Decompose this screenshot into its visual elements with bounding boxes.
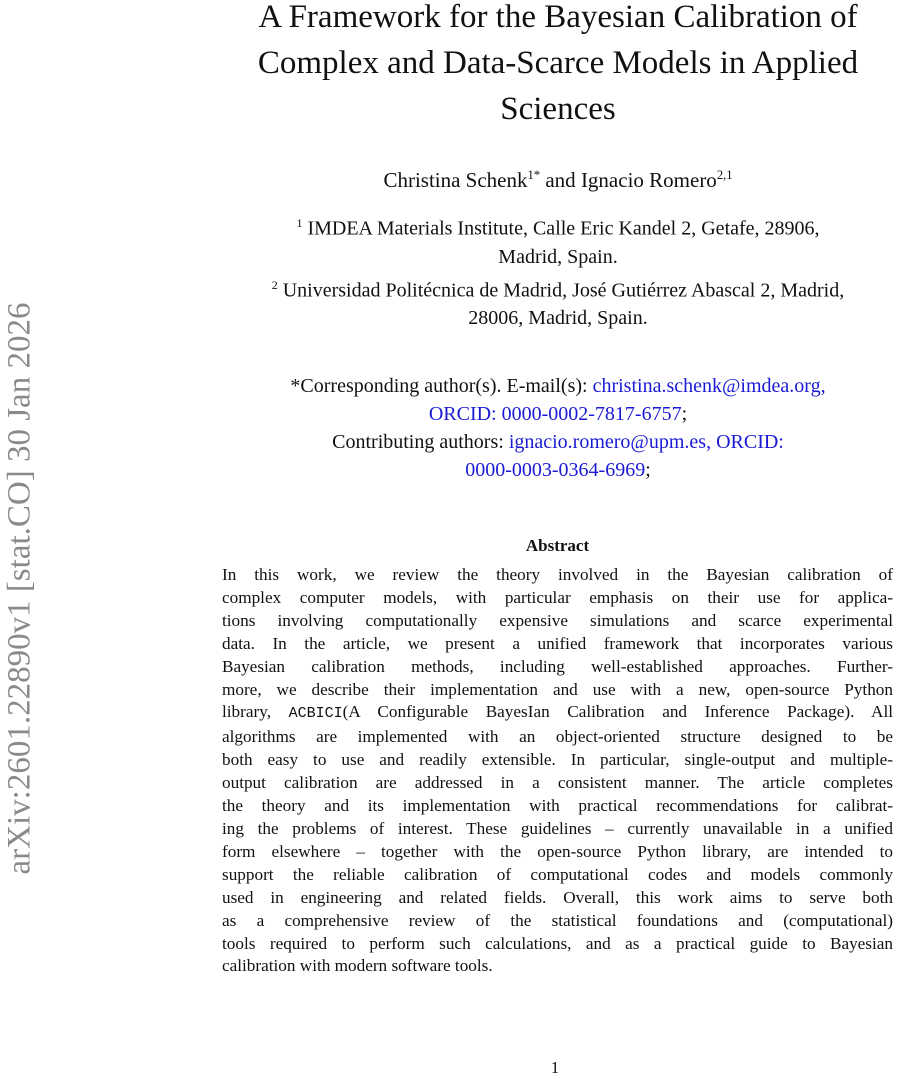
contributing-email-link[interactable]: ignacio.romero@upm.es, ORCID: — [508, 431, 784, 453]
abstract-line: ing the problems of interest. These guidelines – currently unavailable in a unified — [222, 818, 893, 838]
affiliation-text: Madrid, Spain. — [498, 245, 618, 268]
author-name: Ignacio Romero — [580, 168, 717, 192]
affiliation — [180, 209, 916, 243]
abstract-line: used in engineering and related fields. Overall, this work aims to serve both — [222, 887, 893, 907]
abstract-line: data. In the article, we present a unified framework that incorporates various — [222, 633, 893, 653]
abstract-text: (A Configurable BayesIan Calibration and Inference Package). All — [342, 702, 893, 722]
affiliation — [180, 271, 916, 305]
author-list — [180, 168, 916, 193]
arxiv-identifier-stamp: arXiv:2601.22890v1 [stat.CO] 30 Jan 2026 — [1, 302, 38, 875]
abstract-line: tools required to perform such calculations, and as a practical guide to Bayesian — [222, 933, 893, 953]
abstract-line: algorithms are implemented with an object-oriented structure designed to be — [222, 727, 893, 747]
affiliation-text: Universidad Politécnica de Madrid, José Gutiérrez Abascal 2, Madrid, — [277, 279, 845, 302]
title-line: Sciences — [500, 91, 616, 127]
affiliation-marker: 2,1 — [716, 168, 733, 182]
corresponding-email-link[interactable]: christina.schenk@imdea.org, — [592, 375, 826, 397]
abstract-line: the theory and its implementation with practical recommendations for calibrat- — [222, 796, 893, 816]
affiliation-number: 2 — [271, 277, 278, 292]
abstract-body — [222, 564, 893, 978]
title-line: A Framework for the Bayesian Calibration of — [258, 0, 858, 35]
affiliation-text: IMDEA Materials Institute, Calle Eric Kandel 2, Getafe, 28906, — [302, 217, 820, 240]
abstract-text: library, — [222, 702, 289, 722]
corresponding-orcid-link[interactable]: ORCID: 0000-0002-7817-6757 — [428, 403, 682, 425]
abstract-line — [222, 701, 893, 726]
abstract-line: calibration with modern software tools. — [222, 956, 493, 976]
abstract-line: output calibration are addressed in a consistent manner. The article completes — [222, 773, 893, 793]
abstract-line: complex computer models, with particular emphasis on their use for applica- — [222, 587, 893, 607]
separator: ; — [681, 403, 688, 425]
affiliations — [180, 209, 916, 332]
abstract-line: form elsewhere – together with the open-source Python library, are intended to — [222, 841, 893, 861]
abstract-heading: Abstract — [525, 536, 590, 555]
author-separator: and — [540, 168, 581, 192]
affiliation-marker: 1* — [527, 168, 541, 182]
abstract-line: more, we describe their implementation and use with a new, open-source Python — [222, 679, 893, 699]
contributing-label: Contributing authors: — [332, 431, 509, 453]
abstract-line: Bayesian calibration methods, including well-established approaches. Further- — [222, 656, 893, 676]
corresponding-label: *Corresponding author(s). E-mail(s): — [290, 375, 593, 397]
abstract-line: tions involving computationally expensive simulations and scarce experimental — [222, 610, 893, 630]
paper-title — [180, 0, 916, 132]
affiliation-number: 1 — [296, 216, 303, 230]
title-line: Complex and Data-Scarce Models in Applied — [257, 45, 859, 81]
package-name: ACBICI — [288, 705, 343, 723]
abstract-line: both easy to use and readily extensible. In particular, single-output and multiple- — [222, 750, 893, 770]
contributing-orcid-link[interactable]: 0000-0003-0364-6969 — [465, 459, 646, 481]
correspondence-block — [180, 372, 916, 484]
author-name: Christina Schenk — [383, 168, 528, 192]
abstract-line: In this work, we review the theory involved in the Bayesian calibration of — [222, 565, 893, 584]
abstract-line: as a comprehensive review of the statistical foundations and (computational) — [222, 910, 893, 930]
page-number: 1 — [550, 1058, 560, 1077]
abstract-line: support the reliable calibration of computational codes and models commonly — [222, 864, 893, 884]
separator: ; — [645, 459, 651, 481]
affiliation-text: 28006, Madrid, Spain. — [468, 307, 648, 330]
